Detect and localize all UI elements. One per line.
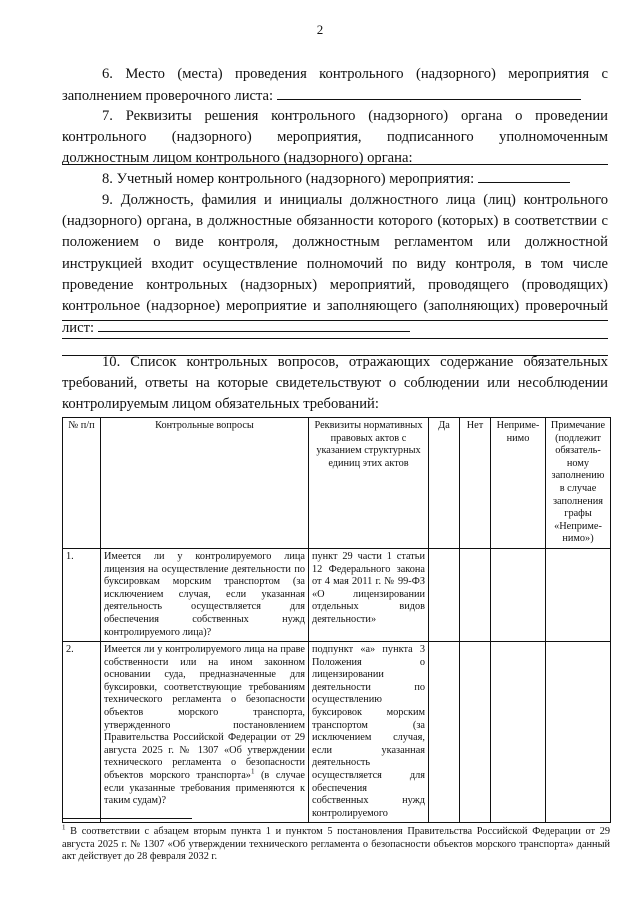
- paragraph-10: [62, 352, 608, 416]
- row-2-yes-cell[interactable]: [429, 642, 460, 823]
- paragraph-8-number: 8.: [102, 171, 113, 187]
- paragraph-6: [62, 64, 608, 107]
- table-header-row: [63, 418, 611, 549]
- footnote-mark: 1: [62, 823, 66, 832]
- paragraph-10-text: Список контрольных вопросов, отражающих содержание обязательных требований, ответы на которые свидетельствуют о соблюдении или несоблюдении контролируемым лицом обязательных требований:: [62, 354, 608, 413]
- paragraph-8-text: Учетный номер контрольного (надзорного) мероприятия:: [116, 171, 475, 187]
- row-2-not-applicable-cell[interactable]: [491, 642, 546, 823]
- decision-blank-line[interactable]: [62, 164, 608, 165]
- header-questions: Контрольные вопросы: [101, 418, 309, 549]
- row-1-not-applicable-cell[interactable]: [491, 548, 546, 641]
- row-1-note-cell[interactable]: [546, 548, 611, 641]
- row-2-question-text: Имеется ли у контролируемого лица на праве собственности или на ином законном основании суда, предназначенные для буксировки, соответствующие требованиям технического регламента о безопасности объектов морского транспорта, утвержденного постановлением Правительства Российской Федерации от 29 августа 2025 г. № 1307 «Об утверждении технического регламента о безопасности объектов морского транспорта»: [104, 644, 305, 782]
- paragraph-7: [62, 106, 608, 170]
- row-2-question-tail: (в случае если указанные требования применяются к таким судам)?: [104, 770, 305, 807]
- header-yes: Да: [429, 418, 460, 549]
- page-number: 2: [316, 22, 324, 37]
- header-requisites: Реквизиты нормативных правовых актов с указанием структурных единиц этих актов: [309, 418, 429, 549]
- row-1-yes-cell[interactable]: [429, 548, 460, 641]
- row-2-requisites: подпункт «а» пункта 3 Положения о лицензировании деятельности по осуществлению буксировок морским транспортом (за исключением случая, если указанная деятельность осуществляется для обеспечения собственных нужд контролируемого: [309, 642, 429, 823]
- paragraph-8: [62, 168, 608, 190]
- header-no: Нет: [460, 418, 491, 549]
- paragraph-7-text: Реквизиты решения контрольного (надзорного) органа о проведении контрольного (надзорного) мероприятия, подписанного уполномоченным должностным лицом контрольного (надзорного) органа:: [62, 108, 608, 167]
- table-row: [63, 642, 611, 823]
- paragraph-9-number: 9.: [102, 192, 113, 208]
- row-2-question: [101, 642, 309, 823]
- row-2-no-cell[interactable]: [460, 642, 491, 823]
- checklist-table: [62, 417, 611, 823]
- header-number: № п/п: [63, 418, 101, 549]
- row-1-number: 1.: [63, 548, 101, 641]
- table-row: [63, 548, 611, 641]
- footnote-separator: [62, 818, 192, 819]
- venue-blank-line[interactable]: [277, 85, 581, 100]
- paragraph-9: [62, 190, 608, 339]
- paragraph-10-number: 10.: [102, 354, 121, 370]
- paragraph-6-number: 6.: [102, 66, 113, 82]
- paragraph-7-number: 7.: [102, 108, 113, 124]
- header-not-applicable: Неприме-нимо: [491, 418, 546, 549]
- officials-blank-line-3[interactable]: [62, 338, 608, 339]
- paragraph-6-text: Место (места) проведения контрольного (надзорного) мероприятия с заполнением проверочного листа:: [62, 66, 608, 105]
- officials-blank-line-2[interactable]: [62, 320, 608, 321]
- row-1-question: Имеется ли у контролируемого лица лицензия на осуществление деятельности по буксировкам морским транспортом (за исключением случая, если указанная деятельность осуществляется для обеспечения собственных нужд контролируемого лица)?: [101, 548, 309, 641]
- footnote-text: В соответствии с абзацем вторым пункта 1 и пунктом 5 постановления Правительства Российской Федерации от 29 августа 2025 г. № 1307 «Об утверждении технического регламента о безопасности объектов морского транспорта» данный акт действует до 28 февраля 2032 г.: [62, 826, 610, 863]
- footnote: [62, 823, 610, 864]
- row-1-no-cell[interactable]: [460, 548, 491, 641]
- row-1-requisites: пункт 29 части 1 статьи 12 Федерального закона от 4 мая 2011 г. № 99-ФЗ «О лицензировании отдельных видов деятельности»: [309, 548, 429, 641]
- header-note: Примечание (подлежит обязатель-ному заполнению в случае заполнения графы «Неприме-нимо»): [546, 418, 611, 549]
- row-2-note-cell[interactable]: [546, 642, 611, 823]
- footnote-reference[interactable]: 1: [250, 767, 255, 776]
- registration-number-blank-line[interactable]: [478, 168, 570, 183]
- row-2-number: 2.: [63, 642, 101, 823]
- paragraph-9-text: Должность, фамилия и инициалы должностного лица (лиц) контрольного (надзорного) органа, в должностные обязанности которого (которых) в соответствии с положением о виде контроля, должностным регламентом или должностной инструкцией входит осуществление полномочий по виду контроля, в том числе проведение контрольных (надзорных) мероприятий, проводящего (проводящих) контрольное (надзорное) мероприятие и заполняющего (заполняющих) проверочный лист:: [62, 192, 608, 337]
